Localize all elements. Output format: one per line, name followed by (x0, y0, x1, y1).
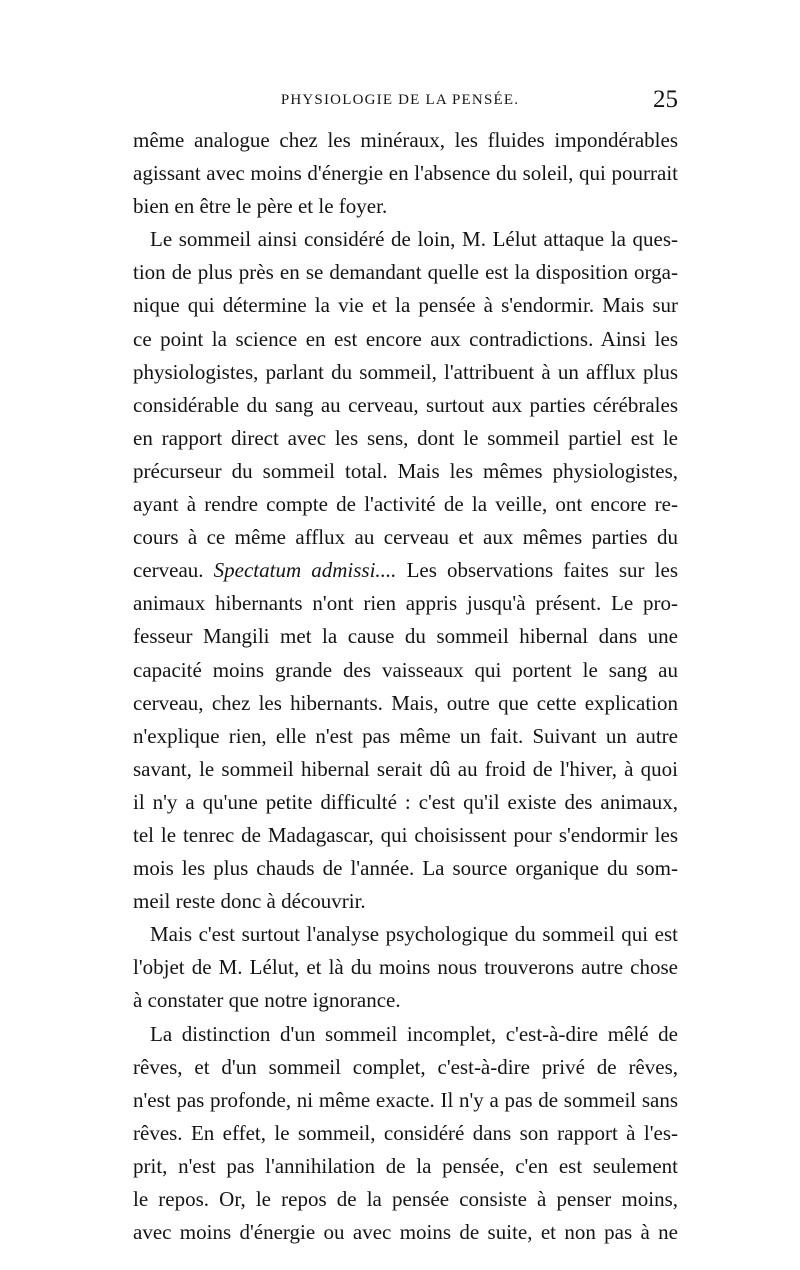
text-line: animaux hibernants n'ont rien appris jusqu'à présent. Le pro- (133, 591, 678, 616)
text-line: même analogue chez les minéraux, les fluides impondérables (133, 128, 678, 152)
text-line: tel le tenrec de Madagascar, qui choisissent pour s'endormir les (133, 822, 678, 847)
text-line: meil reste donc à découvrir. (133, 889, 366, 914)
running-title: PHYSIOLOGIE DE LA PENSÉE. (280, 92, 520, 108)
text-line: Le sommeil ainsi considéré de loin, M. Lélut attaque la ques- (150, 227, 678, 252)
text-line: bien en être le père et le foyer. (133, 194, 388, 219)
text-line: n'est pas profonde, ni même exacte. Il n'y a pas de sommeil sans (133, 1087, 678, 1112)
text-line: mois les plus chauds de l'année. La source organique du som- (133, 856, 678, 881)
text-line: avec moins d'énergie ou avec moins de suite, et non pas à ne (133, 1220, 678, 1245)
text-line: cours à ce même afflux au cerveau et aux mêmes parties du (133, 525, 678, 550)
latin-quotation: Spectatum admissi.... (213, 558, 397, 583)
text-line: nique qui détermine la vie et la pensée à s'endormir. Mais sur (133, 293, 678, 318)
body-text (133, 124, 678, 1249)
text-line: tion de plus près en se demandant quelle est la disposition orga- (133, 260, 678, 285)
text-line: ce point la science en est encore aux contradictions. Ainsi les (133, 326, 678, 351)
text-line: l'objet de M. Lélut, et là du moins nous trouverons autre chose (133, 955, 678, 980)
text-line: La distinction d'un sommeil incomplet, c'est-à-dire mêlé de (150, 1021, 678, 1046)
text-line: il n'y a qu'une petite difficulté : c'est qu'il existe des animaux, (133, 789, 678, 814)
text-line: le repos. Or, le repos de la pensée consiste à penser moins, (133, 1187, 678, 1211)
text-line: n'explique rien, elle n'est pas même un fait. Suivant un autre (133, 723, 678, 748)
text-line: prit, n'est pas l'annihilation de la pensée, c'en est seulement (133, 1153, 678, 1178)
text-line: savant, le sommeil hibernal serait dû au froid de l'hiver, à quoi (133, 756, 678, 781)
text-line: précurseur du sommeil total. Mais les mêmes physiologistes, (133, 458, 678, 483)
text-line: cerveau, chez les hibernants. Mais, outre que cette explication (133, 690, 678, 715)
text-line: considérable du sang au cerveau, surtout aux parties cérébrales (133, 392, 678, 417)
text-line-mixed (133, 554, 678, 587)
text-line: rêves, et d'un sommeil complet, c'est-à-dire privé de rêves, (133, 1054, 678, 1079)
text-line: en rapport direct avec les sens, dont le sommeil partiel est le (133, 425, 678, 450)
text-line: à constater que notre ignorance. (133, 988, 401, 1013)
text-line: physiologistes, parlant du sommeil, l'attribuent à un afflux plus (133, 359, 678, 384)
running-head (116, 86, 684, 114)
text-line: capacité moins grande des vaisseaux qui portent le sang au (133, 657, 678, 682)
text-line: agissant avec moins d'énergie en l'absence du soleil, qui pourrait (133, 161, 678, 186)
text-segment: cerveau. (133, 558, 204, 583)
page-number: 25 (653, 86, 678, 113)
text-line: rêves. En effet, le sommeil, considéré dans son rapport à l'es- (133, 1120, 678, 1145)
text-line: Mais c'est surtout l'analyse psychologique du sommeil qui est (150, 922, 678, 947)
text-line: ayant à rendre compte de l'activité de la veille, ont encore re- (133, 492, 678, 517)
text-line: fesseur Mangili met la cause du sommeil hibernal dans une (133, 624, 678, 649)
text-segment: Les observations faites sur les (406, 558, 678, 583)
